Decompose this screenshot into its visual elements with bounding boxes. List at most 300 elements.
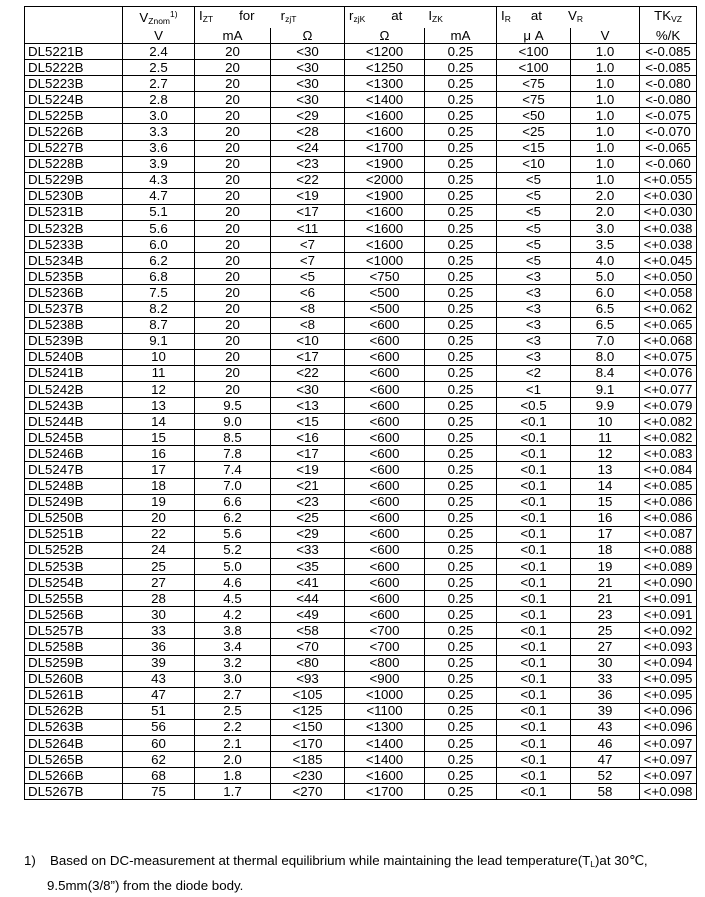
ir-cell: <0.1	[497, 430, 571, 446]
vr-cell: 58	[571, 784, 640, 800]
rzjt-cell: <8	[271, 317, 345, 333]
izt-cell: 20	[195, 349, 271, 365]
vznom-cell: 15	[123, 430, 195, 446]
vr-cell: 14	[571, 478, 640, 494]
rzjk-cell: <1600	[345, 108, 425, 124]
rzjt-cell: <30	[271, 44, 345, 60]
ir-cell: <3	[497, 301, 571, 317]
izt-cell: 3.8	[195, 623, 271, 639]
vr-cell: 13	[571, 462, 640, 478]
vznom-cell: 6.0	[123, 237, 195, 253]
vr-cell: 6.0	[571, 285, 640, 301]
rzjt-cell: <10	[271, 333, 345, 349]
rzjt-cell: <19	[271, 188, 345, 204]
table-row	[25, 671, 697, 687]
izt-cell: 20	[195, 60, 271, 76]
ir-cell: <0.1	[497, 591, 571, 607]
vr-cell: 46	[571, 736, 640, 752]
ir-cell: <0.5	[497, 398, 571, 414]
type-cell: DL5243B	[25, 398, 123, 414]
vr-cell: 12	[571, 446, 640, 462]
izk-cell: 0.25	[425, 607, 497, 623]
type-cell: DL5244B	[25, 414, 123, 430]
ir-cell: <0.1	[497, 575, 571, 591]
table-row	[25, 736, 697, 752]
vr-cell: 3.5	[571, 237, 640, 253]
tkvz-cell: <+0.093	[640, 639, 697, 655]
table-row	[25, 591, 697, 607]
unit-cell: mA	[195, 28, 271, 44]
izk-cell: 0.25	[425, 108, 497, 124]
rzjk-cell: <600	[345, 559, 425, 575]
izk-cell: 0.25	[425, 172, 497, 188]
tkvz-cell: <+0.062	[640, 301, 697, 317]
izk-cell: 0.25	[425, 188, 497, 204]
rzjt-cell: <80	[271, 655, 345, 671]
izt-cell: 1.7	[195, 784, 271, 800]
tkvz-cell: <+0.077	[640, 381, 697, 397]
type-cell: DL5234B	[25, 253, 123, 269]
type-cell: DL5253B	[25, 559, 123, 575]
type-cell: DL5262B	[25, 703, 123, 719]
ir-cell: <5	[497, 221, 571, 237]
header-type-cell	[25, 7, 123, 29]
izk-cell: 0.25	[425, 768, 497, 784]
vznom-cell: 20	[123, 510, 195, 526]
rzjk-cell: <1400	[345, 92, 425, 108]
vznom-cell: 5.6	[123, 221, 195, 237]
type-cell: DL5235B	[25, 269, 123, 285]
vr-cell: 1.0	[571, 108, 640, 124]
table-row	[25, 285, 697, 301]
rzjk-cell: <600	[345, 381, 425, 397]
rzjt-cell: <25	[271, 510, 345, 526]
ir-cell: <5	[497, 237, 571, 253]
type-cell: DL5239B	[25, 333, 123, 349]
type-cell: DL5229B	[25, 172, 123, 188]
footnote-text-a: Based on DC-measurement at thermal equilibrium while maintaining the lead temperature(T	[50, 853, 591, 868]
table-row	[25, 703, 697, 719]
izt-cell: 9.0	[195, 414, 271, 430]
type-cell: DL5223B	[25, 76, 123, 92]
type-cell: DL5255B	[25, 591, 123, 607]
tkvz-cell: <+0.094	[640, 655, 697, 671]
rzjk-cell: <600	[345, 446, 425, 462]
tkvz-cell: <+0.068	[640, 333, 697, 349]
izt-cell: 20	[195, 172, 271, 188]
rzjt-cell: <30	[271, 60, 345, 76]
izk-cell: 0.25	[425, 784, 497, 800]
tkvz-cell: <+0.089	[640, 559, 697, 575]
type-cell: DL5241B	[25, 365, 123, 381]
ir-cell: <3	[497, 269, 571, 285]
vr-cell: 25	[571, 623, 640, 639]
type-cell: DL5267B	[25, 784, 123, 800]
type-cell: DL5249B	[25, 494, 123, 510]
izt-cell: 20	[195, 204, 271, 220]
type-cell: DL5224B	[25, 92, 123, 108]
table-row	[25, 768, 697, 784]
ir-cell: <75	[497, 92, 571, 108]
type-cell: DL5233B	[25, 237, 123, 253]
vr-cell: 52	[571, 768, 640, 784]
ir-cell: <0.1	[497, 510, 571, 526]
footnote-text-b: )at 30℃,	[595, 853, 648, 868]
izk-cell: 0.25	[425, 687, 497, 703]
unit-cell: %/K	[640, 28, 697, 44]
vr-cell: 1.0	[571, 140, 640, 156]
ir-cell: <75	[497, 76, 571, 92]
vr-cell: 7.0	[571, 333, 640, 349]
ir-cell: <5	[497, 253, 571, 269]
izt-cell: 6.6	[195, 494, 271, 510]
tkvz-cell: <+0.055	[640, 172, 697, 188]
izt-cell: 3.0	[195, 671, 271, 687]
rzjk-cell: <700	[345, 639, 425, 655]
type-cell: DL5240B	[25, 349, 123, 365]
type-cell: DL5222B	[25, 60, 123, 76]
tkvz-cell: <+0.045	[640, 253, 697, 269]
rzjt-cell: <6	[271, 285, 345, 301]
table-row	[25, 542, 697, 558]
izt-cell: 7.8	[195, 446, 271, 462]
rzjk-cell: <600	[345, 542, 425, 558]
tkvz-cell: <-0.085	[640, 44, 697, 60]
table-row	[25, 60, 697, 76]
izt-cell: 2.0	[195, 752, 271, 768]
table-row	[25, 204, 697, 220]
izk-cell: 0.25	[425, 655, 497, 671]
table-row	[25, 92, 697, 108]
rzjk-cell: <600	[345, 317, 425, 333]
vznom-cell: 22	[123, 526, 195, 542]
type-cell: DL5266B	[25, 768, 123, 784]
tkvz-cell: <+0.050	[640, 269, 697, 285]
izt-cell: 4.2	[195, 607, 271, 623]
rzjt-cell: <35	[271, 559, 345, 575]
izk-cell: 0.25	[425, 140, 497, 156]
tkvz-cell: <+0.085	[640, 478, 697, 494]
header-izt-for-rzjt: $I_{ZT}$ for $r_{zjT}$	[195, 7, 345, 29]
izt-cell: 3.4	[195, 639, 271, 655]
rzjt-cell: <17	[271, 204, 345, 220]
rzjt-cell: <41	[271, 575, 345, 591]
footnote	[24, 850, 704, 897]
rzjk-cell: <700	[345, 623, 425, 639]
rzjt-cell: <29	[271, 108, 345, 124]
tkvz-cell: <+0.092	[640, 623, 697, 639]
vznom-cell: 16	[123, 446, 195, 462]
vr-cell: 43	[571, 719, 640, 735]
rzjk-cell: <600	[345, 365, 425, 381]
rzjk-cell: <1100	[345, 703, 425, 719]
izk-cell: 0.25	[425, 703, 497, 719]
rzjt-cell: <24	[271, 140, 345, 156]
tkvz-cell: <+0.082	[640, 414, 697, 430]
rzjk-cell: <1700	[345, 784, 425, 800]
izk-cell: 0.25	[425, 124, 497, 140]
ir-cell: <0.1	[497, 671, 571, 687]
izk-cell: 0.25	[425, 333, 497, 349]
ir-cell: <0.1	[497, 768, 571, 784]
table-row	[25, 237, 697, 253]
vr-cell: 39	[571, 703, 640, 719]
izt-cell: 20	[195, 140, 271, 156]
vznom-cell: 51	[123, 703, 195, 719]
ir-cell: <50	[497, 108, 571, 124]
vr-cell: 11	[571, 430, 640, 446]
tkvz-cell: <-0.060	[640, 156, 697, 172]
ir-cell: <0.1	[497, 478, 571, 494]
header-row-units	[25, 28, 697, 44]
vznom-cell: 60	[123, 736, 195, 752]
izt-cell: 9.5	[195, 398, 271, 414]
rzjt-cell: <58	[271, 623, 345, 639]
ir-cell: <0.1	[497, 639, 571, 655]
izk-cell: 0.25	[425, 365, 497, 381]
izk-cell: 0.25	[425, 301, 497, 317]
rzjk-cell: <600	[345, 510, 425, 526]
type-cell: DL5242B	[25, 381, 123, 397]
rzjt-cell: <16	[271, 430, 345, 446]
unit-cell: Ω	[345, 28, 425, 44]
ir-cell: <3	[497, 317, 571, 333]
type-cell: DL5257B	[25, 623, 123, 639]
rzjt-cell: <8	[271, 301, 345, 317]
rzjt-cell: <125	[271, 703, 345, 719]
type-cell: DL5227B	[25, 140, 123, 156]
vr-cell: 27	[571, 639, 640, 655]
rzjt-cell: <21	[271, 478, 345, 494]
rzjt-cell: <70	[271, 639, 345, 655]
izk-cell: 0.25	[425, 446, 497, 462]
vr-cell: 1.0	[571, 124, 640, 140]
vr-cell: 6.5	[571, 317, 640, 333]
vznom-cell: 9.1	[123, 333, 195, 349]
vznom-cell: 6.2	[123, 253, 195, 269]
izk-cell: 0.25	[425, 204, 497, 220]
table-row	[25, 381, 697, 397]
unit-cell: mA	[425, 28, 497, 44]
izt-cell: 20	[195, 76, 271, 92]
vr-cell: 10	[571, 414, 640, 430]
type-cell: DL5247B	[25, 462, 123, 478]
unit-cell: V	[571, 28, 640, 44]
izk-cell: 0.25	[425, 559, 497, 575]
izt-cell: 2.1	[195, 736, 271, 752]
vr-cell: 16	[571, 510, 640, 526]
table-row	[25, 221, 697, 237]
ir-cell: <0.1	[497, 703, 571, 719]
table-row	[25, 639, 697, 655]
rzjt-cell: <270	[271, 784, 345, 800]
rzjk-cell: <600	[345, 333, 425, 349]
rzjt-cell: <185	[271, 752, 345, 768]
vznom-cell: 6.8	[123, 269, 195, 285]
vr-cell: 21	[571, 575, 640, 591]
tkvz-cell: <-0.065	[640, 140, 697, 156]
type-cell: DL5231B	[25, 204, 123, 220]
izt-cell: 7.4	[195, 462, 271, 478]
tkvz-cell: <+0.097	[640, 768, 697, 784]
header-ir-at-vr: $I_R$ at $V_R$	[497, 7, 640, 29]
vznom-cell: 7.5	[123, 285, 195, 301]
vr-cell: 23	[571, 607, 640, 623]
vznom-cell: 2.7	[123, 76, 195, 92]
table-row	[25, 140, 697, 156]
izk-cell: 0.25	[425, 752, 497, 768]
footnote-marker: 1)	[170, 9, 178, 19]
izk-cell: 0.25	[425, 478, 497, 494]
izk-cell: 0.25	[425, 76, 497, 92]
type-cell: DL5248B	[25, 478, 123, 494]
table-row	[25, 44, 697, 60]
ir-cell: <0.1	[497, 414, 571, 430]
izt-cell: 20	[195, 221, 271, 237]
tkvz-cell: <+0.076	[640, 365, 697, 381]
type-cell: DL5245B	[25, 430, 123, 446]
izk-cell: 0.25	[425, 381, 497, 397]
tkvz-cell: <+0.075	[640, 349, 697, 365]
tkvz-cell: <+0.082	[640, 430, 697, 446]
ir-cell: <1	[497, 381, 571, 397]
type-cell: DL5256B	[25, 607, 123, 623]
ir-cell: <25	[497, 124, 571, 140]
tkvz-cell: <+0.038	[640, 221, 697, 237]
izk-cell: 0.25	[425, 414, 497, 430]
table-row	[25, 172, 697, 188]
izt-cell: 1.8	[195, 768, 271, 784]
ir-cell: <0.1	[497, 752, 571, 768]
rzjt-cell: <105	[271, 687, 345, 703]
tkvz-cell: <+0.097	[640, 736, 697, 752]
izk-cell: 0.25	[425, 462, 497, 478]
tkvz-cell: <+0.096	[640, 703, 697, 719]
vznom-cell: 3.3	[123, 124, 195, 140]
tkvz-cell: <+0.097	[640, 752, 697, 768]
rzjk-cell: <500	[345, 285, 425, 301]
izk-cell: 0.25	[425, 623, 497, 639]
unit-type-cell	[25, 28, 123, 44]
vznom-cell: 3.6	[123, 140, 195, 156]
vznom-cell: 39	[123, 655, 195, 671]
rzjt-cell: <7	[271, 253, 345, 269]
vr-cell: 18	[571, 542, 640, 558]
vr-cell: 9.1	[571, 381, 640, 397]
izk-cell: 0.25	[425, 591, 497, 607]
vr-cell: 36	[571, 687, 640, 703]
vr-cell: 1.0	[571, 92, 640, 108]
izt-cell: 20	[195, 253, 271, 269]
table-row	[25, 430, 697, 446]
rzjt-cell: <93	[271, 671, 345, 687]
vznom-cell: 11	[123, 365, 195, 381]
table-row	[25, 108, 697, 124]
rzjk-cell: <600	[345, 575, 425, 591]
izt-cell: 20	[195, 108, 271, 124]
izk-cell: 0.25	[425, 317, 497, 333]
rzjt-cell: <30	[271, 381, 345, 397]
rzjk-cell: <1200	[345, 44, 425, 60]
type-cell: DL5264B	[25, 736, 123, 752]
vr-cell: 1.0	[571, 76, 640, 92]
unit-cell: V	[123, 28, 195, 44]
tkvz-cell: <+0.030	[640, 188, 697, 204]
vr-cell: 33	[571, 671, 640, 687]
table-row	[25, 559, 697, 575]
rzjt-cell: <13	[271, 398, 345, 414]
rzjt-cell: <33	[271, 542, 345, 558]
vr-cell: 1.0	[571, 172, 640, 188]
izt-cell: 20	[195, 333, 271, 349]
vznom-cell: 56	[123, 719, 195, 735]
rzjt-cell: <23	[271, 494, 345, 510]
tkvz-cell: <-0.070	[640, 124, 697, 140]
vr-cell: 3.0	[571, 221, 640, 237]
table-row	[25, 156, 697, 172]
rzjk-cell: <1400	[345, 752, 425, 768]
rzjk-cell: <600	[345, 478, 425, 494]
rzjk-cell: <600	[345, 526, 425, 542]
type-cell: DL5259B	[25, 655, 123, 671]
table-row	[25, 607, 697, 623]
table-row	[25, 124, 697, 140]
ir-cell: <100	[497, 44, 571, 60]
izt-cell: 20	[195, 269, 271, 285]
vznom-cell: 4.7	[123, 188, 195, 204]
vznom-cell: 4.3	[123, 172, 195, 188]
rzjk-cell: <1300	[345, 76, 425, 92]
izt-cell: 6.2	[195, 510, 271, 526]
ir-cell: <0.1	[497, 719, 571, 735]
ir-cell: <5	[497, 188, 571, 204]
izk-cell: 0.25	[425, 221, 497, 237]
ir-cell: <0.1	[497, 784, 571, 800]
vr-cell: 2.0	[571, 188, 640, 204]
vznom-cell: 18	[123, 478, 195, 494]
izk-cell: 0.25	[425, 575, 497, 591]
tkvz-cell: <+0.084	[640, 462, 697, 478]
table-row	[25, 752, 697, 768]
table-row	[25, 655, 697, 671]
rzjk-cell: <600	[345, 591, 425, 607]
type-cell: DL5221B	[25, 44, 123, 60]
rzjk-cell: <1600	[345, 204, 425, 220]
table-row	[25, 317, 697, 333]
table-row	[25, 365, 697, 381]
tkvz-cell: <+0.083	[640, 446, 697, 462]
table-row	[25, 446, 697, 462]
rzjk-cell: <500	[345, 301, 425, 317]
rzjt-cell: <49	[271, 607, 345, 623]
vr-cell: 1.0	[571, 60, 640, 76]
rzjt-cell: <170	[271, 736, 345, 752]
table-row	[25, 333, 697, 349]
vznom-cell: 36	[123, 639, 195, 655]
vznom-cell: 2.4	[123, 44, 195, 60]
vznom-cell: 30	[123, 607, 195, 623]
izk-cell: 0.25	[425, 736, 497, 752]
table-row	[25, 76, 697, 92]
type-cell: DL5252B	[25, 542, 123, 558]
izt-cell: 20	[195, 381, 271, 397]
type-cell: DL5260B	[25, 671, 123, 687]
izt-cell: 4.5	[195, 591, 271, 607]
izt-cell: 5.2	[195, 542, 271, 558]
vr-cell: 19	[571, 559, 640, 575]
table-row	[25, 510, 697, 526]
izt-cell: 20	[195, 92, 271, 108]
